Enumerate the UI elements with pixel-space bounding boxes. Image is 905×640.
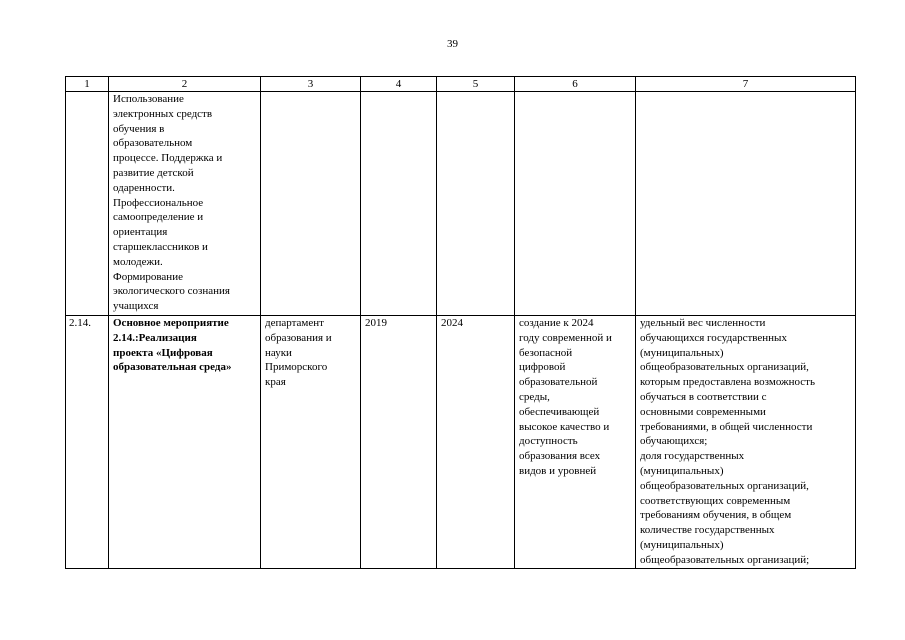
cell-expected-result: [515, 92, 636, 316]
page-number: 39: [447, 38, 458, 50]
text-line: безопасной: [519, 346, 573, 359]
text-line: году современной и: [519, 331, 612, 344]
text-line: (муниципальных): [640, 538, 724, 551]
text-line: экологического сознания: [113, 285, 230, 298]
text-line: обучающихся;: [640, 435, 708, 448]
text-line: края: [265, 376, 286, 389]
text-line: обеспечивающей: [519, 405, 600, 418]
table-row: [66, 92, 856, 316]
text-line: одаренности.: [113, 181, 175, 194]
header-cell-7: 7: [636, 77, 856, 92]
text-line: количестве государственных: [640, 524, 775, 537]
text-line: образовательной: [519, 376, 598, 389]
text-line: Приморского: [265, 361, 328, 374]
text-line: удельный вес численности: [640, 317, 766, 329]
text-line: которым предоставлена возможность: [640, 376, 816, 389]
text-line: Профессиональное: [113, 196, 204, 209]
text-line: требованиями, в общей численности: [640, 420, 813, 433]
text-line: основными современными: [640, 405, 766, 418]
cell-indicators: [636, 316, 856, 569]
text-line: старшеклассников и: [113, 240, 208, 253]
text-line: науки: [265, 346, 292, 359]
text-line: образовательном: [113, 137, 193, 150]
text-line: учащихся: [113, 300, 159, 313]
cell-expected-result: [515, 316, 636, 569]
cell-measure-title: [109, 316, 261, 569]
text-line: высокое качество и: [519, 420, 610, 433]
program-table: [65, 76, 856, 569]
header-cell-2: 2: [109, 77, 261, 92]
text-line: доступность: [519, 435, 578, 448]
text-line: цифровой: [519, 361, 566, 374]
cell-start-year: 2019: [361, 316, 437, 569]
text-line: образования и: [265, 331, 332, 344]
text-line: общеобразовательных организаций,: [640, 479, 809, 492]
text-line: Формирование: [113, 270, 183, 283]
text-line: самоопределение и: [113, 211, 204, 224]
text-line: (муниципальных): [640, 346, 724, 359]
text-line: доля государственных: [640, 450, 745, 463]
cell-executor: [261, 92, 361, 316]
text-line: создание к 2024: [519, 317, 594, 329]
text-line: обучающихся государственных: [640, 331, 787, 344]
text-line: образования всех: [519, 450, 601, 463]
text-line: соответствующих современным: [640, 494, 791, 507]
text-line: среды,: [519, 390, 550, 403]
text-line: общеобразовательных организаций;: [640, 553, 810, 566]
table-header-row: [66, 77, 856, 92]
text-line: обучаться в соответствии с: [640, 390, 767, 403]
cell-end-year: [437, 92, 515, 316]
cell-end-year: 2024: [437, 316, 515, 569]
cell-number: 2.14.: [66, 316, 109, 569]
text-line: Использование: [113, 93, 184, 105]
text-line: образовательная среда»: [113, 361, 232, 374]
text-line: (муниципальных): [640, 464, 724, 477]
text-line: требованиям обучения, в общем: [640, 509, 792, 522]
text-line: развитие детской: [113, 166, 194, 179]
cell-number: [66, 92, 109, 316]
table-row: [66, 316, 856, 569]
header-cell-6: 6: [515, 77, 636, 92]
text-line: департамент: [265, 317, 324, 329]
text-line: молодежи.: [113, 255, 163, 268]
cell-indicators: [636, 92, 856, 316]
text-line: общеобразовательных организаций,: [640, 361, 809, 374]
text-line: электронных средств: [113, 107, 213, 120]
header-cell-5: 5: [437, 77, 515, 92]
header-cell-3: 3: [261, 77, 361, 92]
header-cell-1: 1: [66, 77, 109, 92]
text-line: обучения в: [113, 122, 165, 135]
text-line: 2.14.:Реализация: [113, 331, 197, 344]
text-line: видов и уровней: [519, 464, 597, 477]
text-line: процессе. Поддержка и: [113, 152, 223, 165]
cell-start-year: [361, 92, 437, 316]
cell-executor: [261, 316, 361, 569]
text-line: проекта «Цифровая: [113, 346, 213, 359]
text-line: ориентация: [113, 226, 168, 239]
header-cell-4: 4: [361, 77, 437, 92]
cell-measure-description: [109, 92, 261, 316]
text-line: Основное мероприятие: [113, 317, 229, 329]
